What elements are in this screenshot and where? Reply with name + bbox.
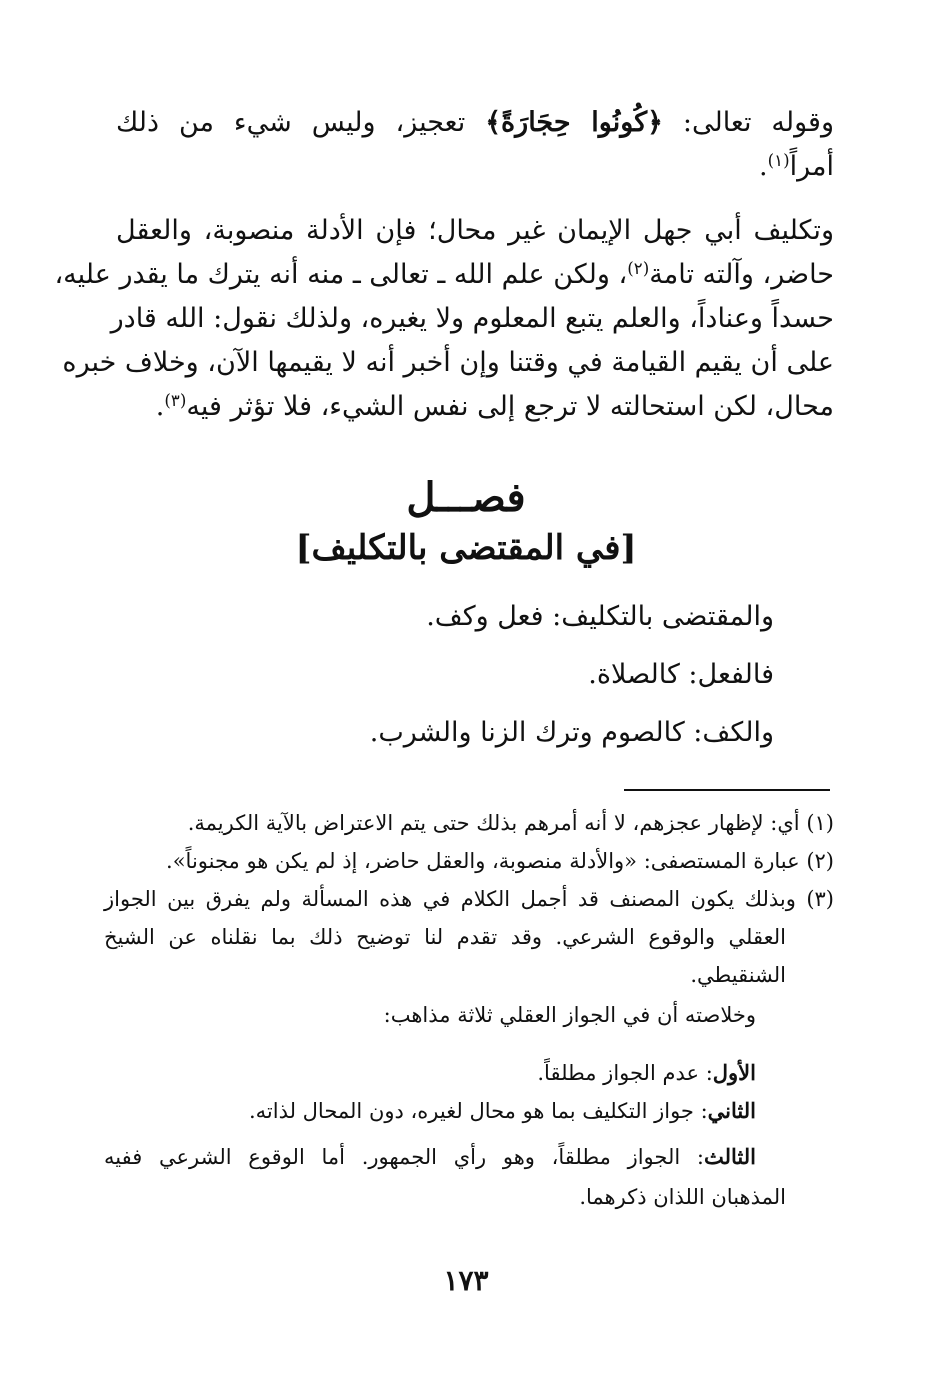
section-subtitle: [في المقتضى بالتكليف] (295, 528, 637, 568)
p1-line2-text: أمراً (789, 151, 834, 183)
p2-line5-text: محال، لكن استحالته لا ترجع إلى نفس الشيء، فلا تؤثر فيه (186, 391, 834, 423)
footnote-3-line-4: وخلاصته أن في الجواز العقلي ثلاثة مذاهب: (383, 1003, 756, 1027)
footnote-3-line-2: العقلي والوقوع الشرعي. وقد تقدم لنا توضيح ذلك بما نقلناه عن الشيخ (104, 925, 786, 949)
madhhab-1-label: الأول (712, 1060, 756, 1085)
footnote-1: (١) أي: لإظهار عجزهم، لا أنه أمرهم بذلك حتى يتم الاعتراض بالآية الكريمة. (187, 811, 834, 835)
footnote-ref-1: (١) (767, 150, 790, 170)
footnote-ref-2: (٢) (627, 258, 650, 278)
madhhab-2 (249, 1098, 756, 1124)
p2-line4-text: على أن يقيم القيامة في وقتنا وإن أخبر أنه لا يقيمها الآن، وخلاف خبره (62, 347, 834, 378)
paragraph-1-line-1 (116, 106, 834, 140)
p2-line3-text: حسداً وعناداً، والعلم يتبع المعلوم ولا يغيره، ولذلك نقول: الله قادر (110, 303, 834, 334)
p2-line2-end: ، ولكن علم الله ـ تعالى ـ منه أنه يترك ما يقدر عليه، (54, 259, 628, 291)
paragraph-2-line-5 (156, 390, 834, 424)
p2-line5-end: . (155, 391, 165, 423)
footnote-3-line-3: الشنقيطي. (690, 963, 786, 987)
footnote-3-line-1: (٣) وبذلك يكون المصنف قد أجمل الكلام في هذه المسألة ولم يفرق بين الجواز (104, 887, 834, 911)
madhhab-1-text: : عدم الجواز مطلقاً. (537, 1061, 713, 1085)
madhhab-2-text: : جواز التكليف بما هو محال لغيره، دون المحال لذاته. (248, 1099, 708, 1123)
section-line-3: والكف: كالصوم وترك الزنا والشرب. (369, 717, 774, 748)
footnote-2: (٢) عبارة المستصفى: «والأدلة منصوبة، والعقل حاضر، إذ لم يكن هو مجنوناً». (166, 849, 834, 873)
p1-line2-end: . (758, 151, 768, 183)
paragraph-1-line-2 (759, 150, 834, 184)
footnote-separator (624, 789, 830, 791)
p1-line1-start: وقوله تعالى: (662, 107, 835, 138)
p2-line2-start: حاضر، وآلته تامة (649, 259, 834, 291)
paragraph-2-line-1 (116, 214, 834, 248)
paragraph-2-line-4 (62, 346, 834, 380)
madhhab-1 (537, 1060, 756, 1086)
p2-line1-text: وتكليف أبي جهل الإيمان غير محال؛ فإن الأدلة منصوبة، والعقل (116, 215, 834, 246)
madhhab-2-label: الثاني (707, 1098, 756, 1123)
quran-verse: ﴿كُونُوا حِجَارَةً﴾ (485, 107, 663, 138)
section-line-2: فالفعل: كالصلاة. (588, 659, 774, 690)
section-title: فصـــل (406, 474, 526, 521)
paragraph-2-line-2 (54, 258, 834, 292)
madhhab-3-text: : الجواز مطلقاً، وهو رأي الجمهور. أما الوقوع الشرعي ففيه (104, 1145, 704, 1169)
p1-line1-end: تعجيز، وليس شيء من ذلك (116, 107, 486, 138)
footnote-ref-3: (٣) (164, 390, 187, 410)
page-number: ١٧٣ (443, 1264, 489, 1297)
madhhab-3 (104, 1144, 756, 1170)
section-line-1: والمقتضى بالتكليف: فعل وكف. (426, 601, 774, 632)
madhhab-3-label: الثالث (704, 1144, 756, 1169)
madhhab-3-line-2: المذهبان اللذان ذكرهما. (579, 1185, 786, 1209)
paragraph-2-line-3 (110, 302, 834, 336)
